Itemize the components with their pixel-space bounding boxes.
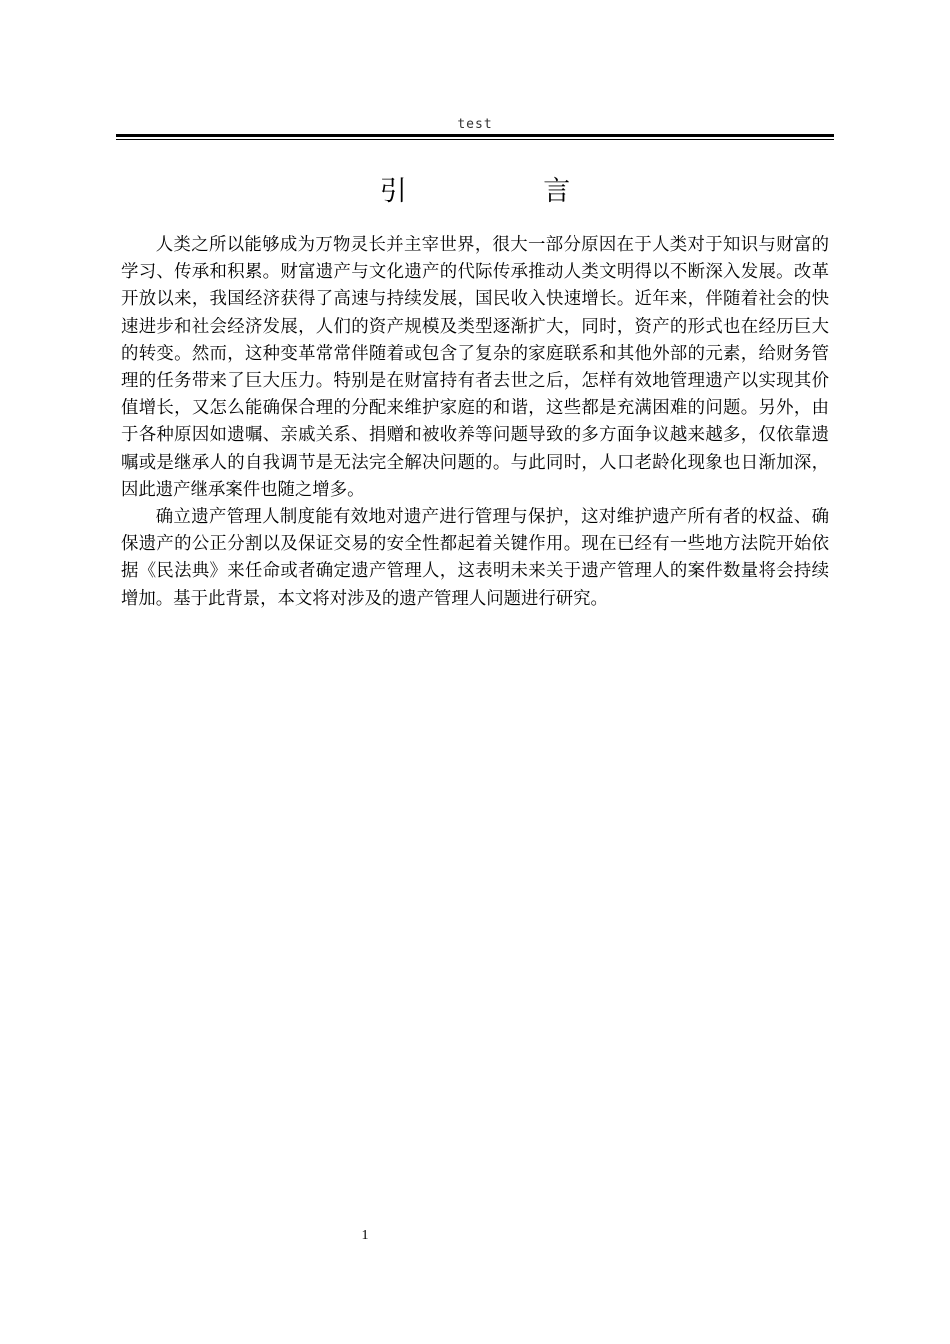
page-header-text: test — [457, 117, 493, 132]
header-rule-thin — [116, 139, 834, 140]
header-rule-thick — [116, 134, 834, 137]
section-title: 引 言 — [379, 176, 635, 207]
header-double-rule — [116, 134, 834, 140]
paragraph-1: 人类之所以能够成为万物灵长并主宰世界，很大一部分原因在于人类对于知识与财富的学习、传承和积累。财富遗产与文化遗产的代际传承推动人类文明得以不断深入发展。改革开放以来，我国经济获得了高速与持续发展，国民收入快速增长。近年来，伴随着社会的快速进步和社会经济发展，人们的资产规模及类型逐渐扩大，同时，资产的形式也在经历巨大的转变。然而，这种变革常常伴随着或包含了复杂的家庭联系和其他外部的元素，给财务管理的任务带来了巨大压力。特别是在财富持有者去世之后，怎样有效地管理遗产以实现其价值增长，又怎么能确保合理的分配来维护家庭的和谐，这些都是充满困难的问题。另外，由于各种原因如遗嘱、亲戚关系、捐赠和被收养等问题导致的多方面争议越来越多，仅依靠遗嘱或是继承人的自我调节是无法完全解决问题的。与此同时，人口老龄化现象也日渐加深，因此遗产继承案件也随之增多。 — [121, 235, 829, 500]
body-text — [121, 232, 829, 613]
page-number: 1 — [361, 1228, 369, 1243]
paragraph-2: 确立遗产管理人制度能有效地对遗产进行管理与保护，这对维护遗产所有者的权益、确保遗产的公正分割以及保证交易的安全性都起着关键作用。现在已经有一些地方法院开始依据《民法典》来任命或者确定遗产管理人，这表明未来关于遗产管理人的案件数量将会持续增加。基于此背景，本文将对涉及的遗产管理人问题进行研究。 — [121, 507, 829, 609]
